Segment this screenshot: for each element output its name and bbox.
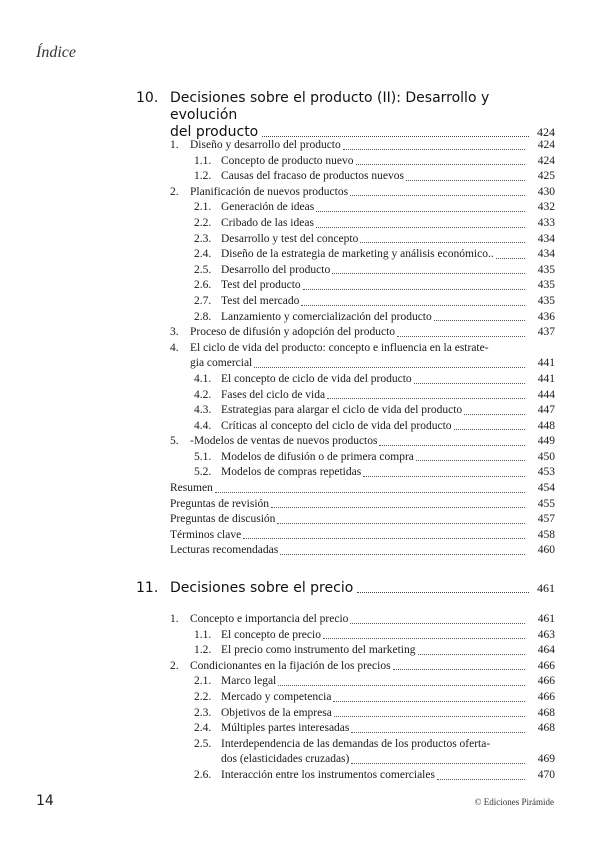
dot-leader bbox=[254, 367, 525, 368]
entry-number: 2. bbox=[170, 659, 179, 672]
toc-subentry bbox=[0, 200, 600, 216]
dot-leader bbox=[316, 227, 525, 228]
dot-leader bbox=[357, 592, 529, 593]
chapter-title bbox=[170, 580, 555, 597]
chapter-10 bbox=[0, 90, 600, 557]
entry-page: 457 bbox=[537, 513, 555, 526]
dot-leader bbox=[356, 164, 525, 165]
entry-number: 2.6. bbox=[194, 279, 212, 292]
dot-leader bbox=[327, 398, 525, 399]
toc-entry bbox=[0, 612, 600, 628]
chapter-title-line2: del producto bbox=[170, 124, 259, 140]
entry-page: 455 bbox=[537, 497, 555, 510]
dot-leader bbox=[406, 180, 525, 181]
toc-subentry bbox=[0, 154, 600, 170]
toc-subentry bbox=[0, 465, 600, 481]
dot-leader bbox=[271, 507, 525, 508]
entry-title: Resumen bbox=[170, 482, 213, 495]
entry-title: Mercado y competencia bbox=[221, 690, 332, 703]
entry-number: 2.4. bbox=[194, 722, 212, 735]
toc-subentry bbox=[0, 628, 600, 644]
entry-title: Marco legal bbox=[221, 675, 277, 688]
toc-subentry bbox=[0, 169, 600, 185]
entry-page: 449 bbox=[537, 435, 555, 448]
dot-leader bbox=[215, 492, 525, 493]
entry-number: 2. bbox=[170, 185, 179, 198]
toc-entry bbox=[0, 185, 600, 201]
toc-subentry bbox=[0, 372, 600, 388]
entry-title: Condicionantes en la fijación de los precios bbox=[190, 659, 391, 672]
chapter-number: 11. bbox=[136, 580, 159, 596]
toc-entry bbox=[0, 497, 600, 513]
toc-subentry bbox=[0, 674, 600, 690]
toc-subentry bbox=[0, 450, 600, 466]
entry-number: 2.6. bbox=[194, 768, 212, 781]
entry-page: 434 bbox=[537, 248, 555, 261]
entry-page: 466 bbox=[537, 659, 555, 672]
toc-subentry bbox=[0, 721, 600, 737]
entry-page: 447 bbox=[537, 404, 555, 417]
entry-page: 433 bbox=[537, 216, 555, 229]
entry-page: 458 bbox=[537, 528, 555, 541]
entry-page: 441 bbox=[537, 372, 555, 385]
entry-title: Desarrollo del producto bbox=[221, 263, 331, 276]
entry-title: El concepto de ciclo de vida del producto bbox=[221, 372, 412, 385]
entry-number: 1.1. bbox=[194, 628, 212, 641]
entry-title: Modelos de compras repetidas bbox=[221, 466, 362, 479]
entry-title: Interacción entre los instrumentos comerciales bbox=[221, 768, 435, 781]
entry-title: Diseño y desarrollo del producto bbox=[190, 139, 341, 151]
dot-leader bbox=[496, 258, 525, 259]
entry-number: 2.4. bbox=[194, 248, 212, 261]
toc-entry bbox=[0, 138, 600, 154]
entry-title: Lanzamiento y comercialización del producto bbox=[221, 310, 432, 323]
dot-leader bbox=[351, 763, 525, 764]
dot-leader bbox=[437, 779, 525, 780]
dot-leader bbox=[360, 242, 525, 243]
toc-subentry bbox=[0, 388, 600, 404]
entry-page: 468 bbox=[537, 722, 555, 735]
chapter-number: 10. bbox=[136, 90, 159, 106]
toc-subentry bbox=[0, 403, 600, 419]
entry-title: Fases del ciclo de vida bbox=[221, 388, 326, 401]
toc-subentry bbox=[0, 737, 600, 768]
entry-title: Críticas al concepto del ciclo de vida del producto bbox=[221, 419, 452, 432]
entry-page: 435 bbox=[537, 263, 555, 276]
entry-number: 4.1. bbox=[194, 372, 212, 385]
entry-page: 466 bbox=[537, 675, 555, 688]
toc-subentry bbox=[0, 706, 600, 722]
entry-number: 5.1. bbox=[194, 450, 212, 463]
entry-title: El concepto de precio bbox=[221, 628, 321, 641]
toc-entry bbox=[0, 659, 600, 675]
chapter-title-line: Decisiones sobre el precio bbox=[170, 580, 354, 596]
toc-entry bbox=[0, 481, 600, 497]
dot-leader bbox=[332, 273, 525, 274]
entry-number: 2.5. bbox=[194, 737, 212, 750]
page-header: Índice bbox=[36, 44, 76, 61]
entry-title: Diseño de la estrategia de marketing y análisis económico.. bbox=[221, 248, 494, 261]
dot-leader bbox=[316, 211, 525, 212]
entry-number: 5. bbox=[170, 435, 179, 448]
dot-leader bbox=[343, 149, 525, 150]
entry-page: 463 bbox=[537, 628, 555, 641]
entry-page: 448 bbox=[537, 419, 555, 432]
dot-leader bbox=[262, 136, 529, 137]
entry-number: 2.1. bbox=[194, 201, 212, 214]
entry-page: 464 bbox=[537, 644, 555, 657]
dot-leader bbox=[464, 414, 525, 415]
entry-page: 437 bbox=[537, 326, 555, 339]
dot-leader bbox=[379, 445, 525, 446]
entry-title: Preguntas de discusión bbox=[170, 513, 276, 526]
toc-subentry bbox=[0, 310, 600, 326]
toc-subentry bbox=[0, 247, 600, 263]
dot-leader bbox=[414, 383, 525, 384]
entry-number: 5.2. bbox=[194, 466, 212, 479]
entry-page: 434 bbox=[537, 232, 555, 245]
entry-page: 435 bbox=[537, 279, 555, 292]
entry-title: Planificación de nuevos productos bbox=[190, 185, 349, 198]
chapter-title bbox=[170, 90, 555, 141]
entry-number: 1. bbox=[170, 139, 179, 151]
chapter-page: 461 bbox=[537, 581, 555, 595]
dot-leader bbox=[301, 305, 525, 306]
toc-subentry bbox=[0, 294, 600, 310]
entry-title: Términos clave bbox=[170, 528, 242, 541]
dot-leader bbox=[334, 716, 525, 717]
entry-number: 2.2. bbox=[194, 690, 212, 703]
chapter-heading bbox=[0, 580, 600, 616]
entry-title: -Modelos de ventas de nuevos productos bbox=[190, 435, 378, 448]
entry-title: Interdependencia de las demandas de los productos oferta- bbox=[221, 737, 491, 750]
entry-title: Concepto de producto nuevo bbox=[221, 154, 354, 167]
entry-page: 454 bbox=[537, 482, 555, 495]
entry-number: 4.2. bbox=[194, 388, 212, 401]
entry-title: Causas del fracaso de productos nuevos bbox=[221, 170, 404, 183]
toc-subentry bbox=[0, 263, 600, 279]
entry-page: 470 bbox=[537, 768, 555, 781]
entry-title-continued: gia comercial bbox=[190, 357, 253, 370]
chapter-entries bbox=[0, 612, 600, 784]
entry-page: 461 bbox=[537, 613, 555, 625]
entry-title: El ciclo de vida del producto: concepto e influencia en la estrate- bbox=[190, 341, 489, 354]
toc-entry bbox=[0, 434, 600, 450]
chapter-11 bbox=[0, 580, 600, 781]
entry-page: 468 bbox=[537, 706, 555, 719]
entry-page: 436 bbox=[537, 310, 555, 323]
entry-number: 1. bbox=[170, 613, 179, 625]
toc-entry bbox=[0, 543, 600, 559]
dot-leader bbox=[277, 523, 525, 524]
entry-number: 1.2. bbox=[194, 170, 212, 183]
entry-page: 453 bbox=[537, 466, 555, 479]
entry-title: Cribado de las ideas bbox=[221, 216, 314, 229]
entry-page: 450 bbox=[537, 450, 555, 463]
dot-leader bbox=[333, 701, 525, 702]
entry-number: 2.5. bbox=[194, 263, 212, 276]
entry-page: 444 bbox=[537, 388, 555, 401]
chapter-page: 424 bbox=[537, 125, 555, 139]
toc-subentry bbox=[0, 278, 600, 294]
entry-number: 2.8. bbox=[194, 310, 212, 323]
toc-subentry bbox=[0, 232, 600, 248]
toc-entry bbox=[0, 325, 600, 341]
toc-subentry bbox=[0, 216, 600, 232]
entry-number: 1.1. bbox=[194, 154, 212, 167]
entry-page: 441 bbox=[537, 357, 555, 370]
entry-number: 4. bbox=[170, 341, 179, 354]
dot-leader bbox=[397, 336, 525, 337]
toc-entry bbox=[0, 528, 600, 544]
dot-leader bbox=[434, 320, 525, 321]
entry-title: Múltiples partes interesadas bbox=[221, 722, 350, 735]
page-number: 14 bbox=[36, 793, 54, 809]
entry-page: 466 bbox=[537, 690, 555, 703]
entry-title: Objetivos de la empresa bbox=[221, 706, 332, 719]
entry-title-continued: dos (elasticidades cruzadas) bbox=[221, 753, 350, 766]
entry-page: 425 bbox=[537, 170, 555, 183]
dot-leader bbox=[323, 638, 525, 639]
entry-title: Desarrollo y test del concepto bbox=[221, 232, 359, 245]
dot-leader bbox=[393, 669, 525, 670]
dot-leader bbox=[418, 654, 526, 655]
entry-title: Proceso de difusión y adopción del producto bbox=[190, 326, 396, 339]
entry-title: Lecturas recomendadas bbox=[170, 544, 279, 557]
chapter-title-line1: Decisiones sobre el producto (II): Desarrollo y evolución bbox=[170, 90, 490, 123]
entry-number: 4.3. bbox=[194, 404, 212, 417]
entry-number: 2.3. bbox=[194, 232, 212, 245]
entry-title: Preguntas de revisión bbox=[170, 497, 270, 510]
entry-title: El precio como instrumento del marketing bbox=[221, 644, 416, 657]
toc-entry bbox=[0, 512, 600, 528]
dot-leader bbox=[416, 460, 525, 461]
entry-page: 460 bbox=[537, 544, 555, 557]
dot-leader bbox=[278, 685, 525, 686]
dot-leader bbox=[363, 476, 525, 477]
toc-subentry bbox=[0, 768, 600, 784]
publisher-credit: © Ediciones Pirámide bbox=[474, 797, 554, 807]
toc-subentry bbox=[0, 419, 600, 435]
dot-leader bbox=[350, 623, 525, 624]
dot-leader bbox=[350, 195, 525, 196]
toc-subentry bbox=[0, 690, 600, 706]
entry-page: 469 bbox=[537, 753, 555, 766]
entry-title: Estrategias para alargar el ciclo de vida del producto bbox=[221, 404, 463, 417]
entry-title: Modelos de difusión o de primera compra bbox=[221, 450, 414, 463]
entry-page: 430 bbox=[537, 185, 555, 198]
toc-entry bbox=[0, 341, 600, 372]
dot-leader bbox=[280, 554, 525, 555]
entry-title: Concepto e importancia del precio bbox=[190, 613, 349, 625]
entry-number: 1.2. bbox=[194, 644, 212, 657]
entry-page: 435 bbox=[537, 294, 555, 307]
entry-number: 2.3. bbox=[194, 706, 212, 719]
entry-title: Test del producto bbox=[221, 279, 301, 292]
entry-page: 424 bbox=[537, 139, 555, 151]
entry-title: Generación de ideas bbox=[221, 201, 315, 214]
chapter-heading bbox=[0, 90, 600, 140]
chapter-entries bbox=[0, 138, 600, 559]
entry-page: 424 bbox=[537, 154, 555, 167]
dot-leader bbox=[454, 429, 525, 430]
dot-leader bbox=[351, 732, 525, 733]
dot-leader bbox=[243, 538, 525, 539]
entry-number: 4.4. bbox=[194, 419, 212, 432]
dot-leader bbox=[303, 289, 525, 290]
entry-number: 3. bbox=[170, 326, 179, 339]
entry-page: 432 bbox=[537, 201, 555, 214]
entry-number: 2.2. bbox=[194, 216, 212, 229]
entry-title: Test del mercado bbox=[221, 294, 300, 307]
entry-number: 2.1. bbox=[194, 675, 212, 688]
entry-number: 2.7. bbox=[194, 294, 212, 307]
toc-subentry bbox=[0, 643, 600, 659]
